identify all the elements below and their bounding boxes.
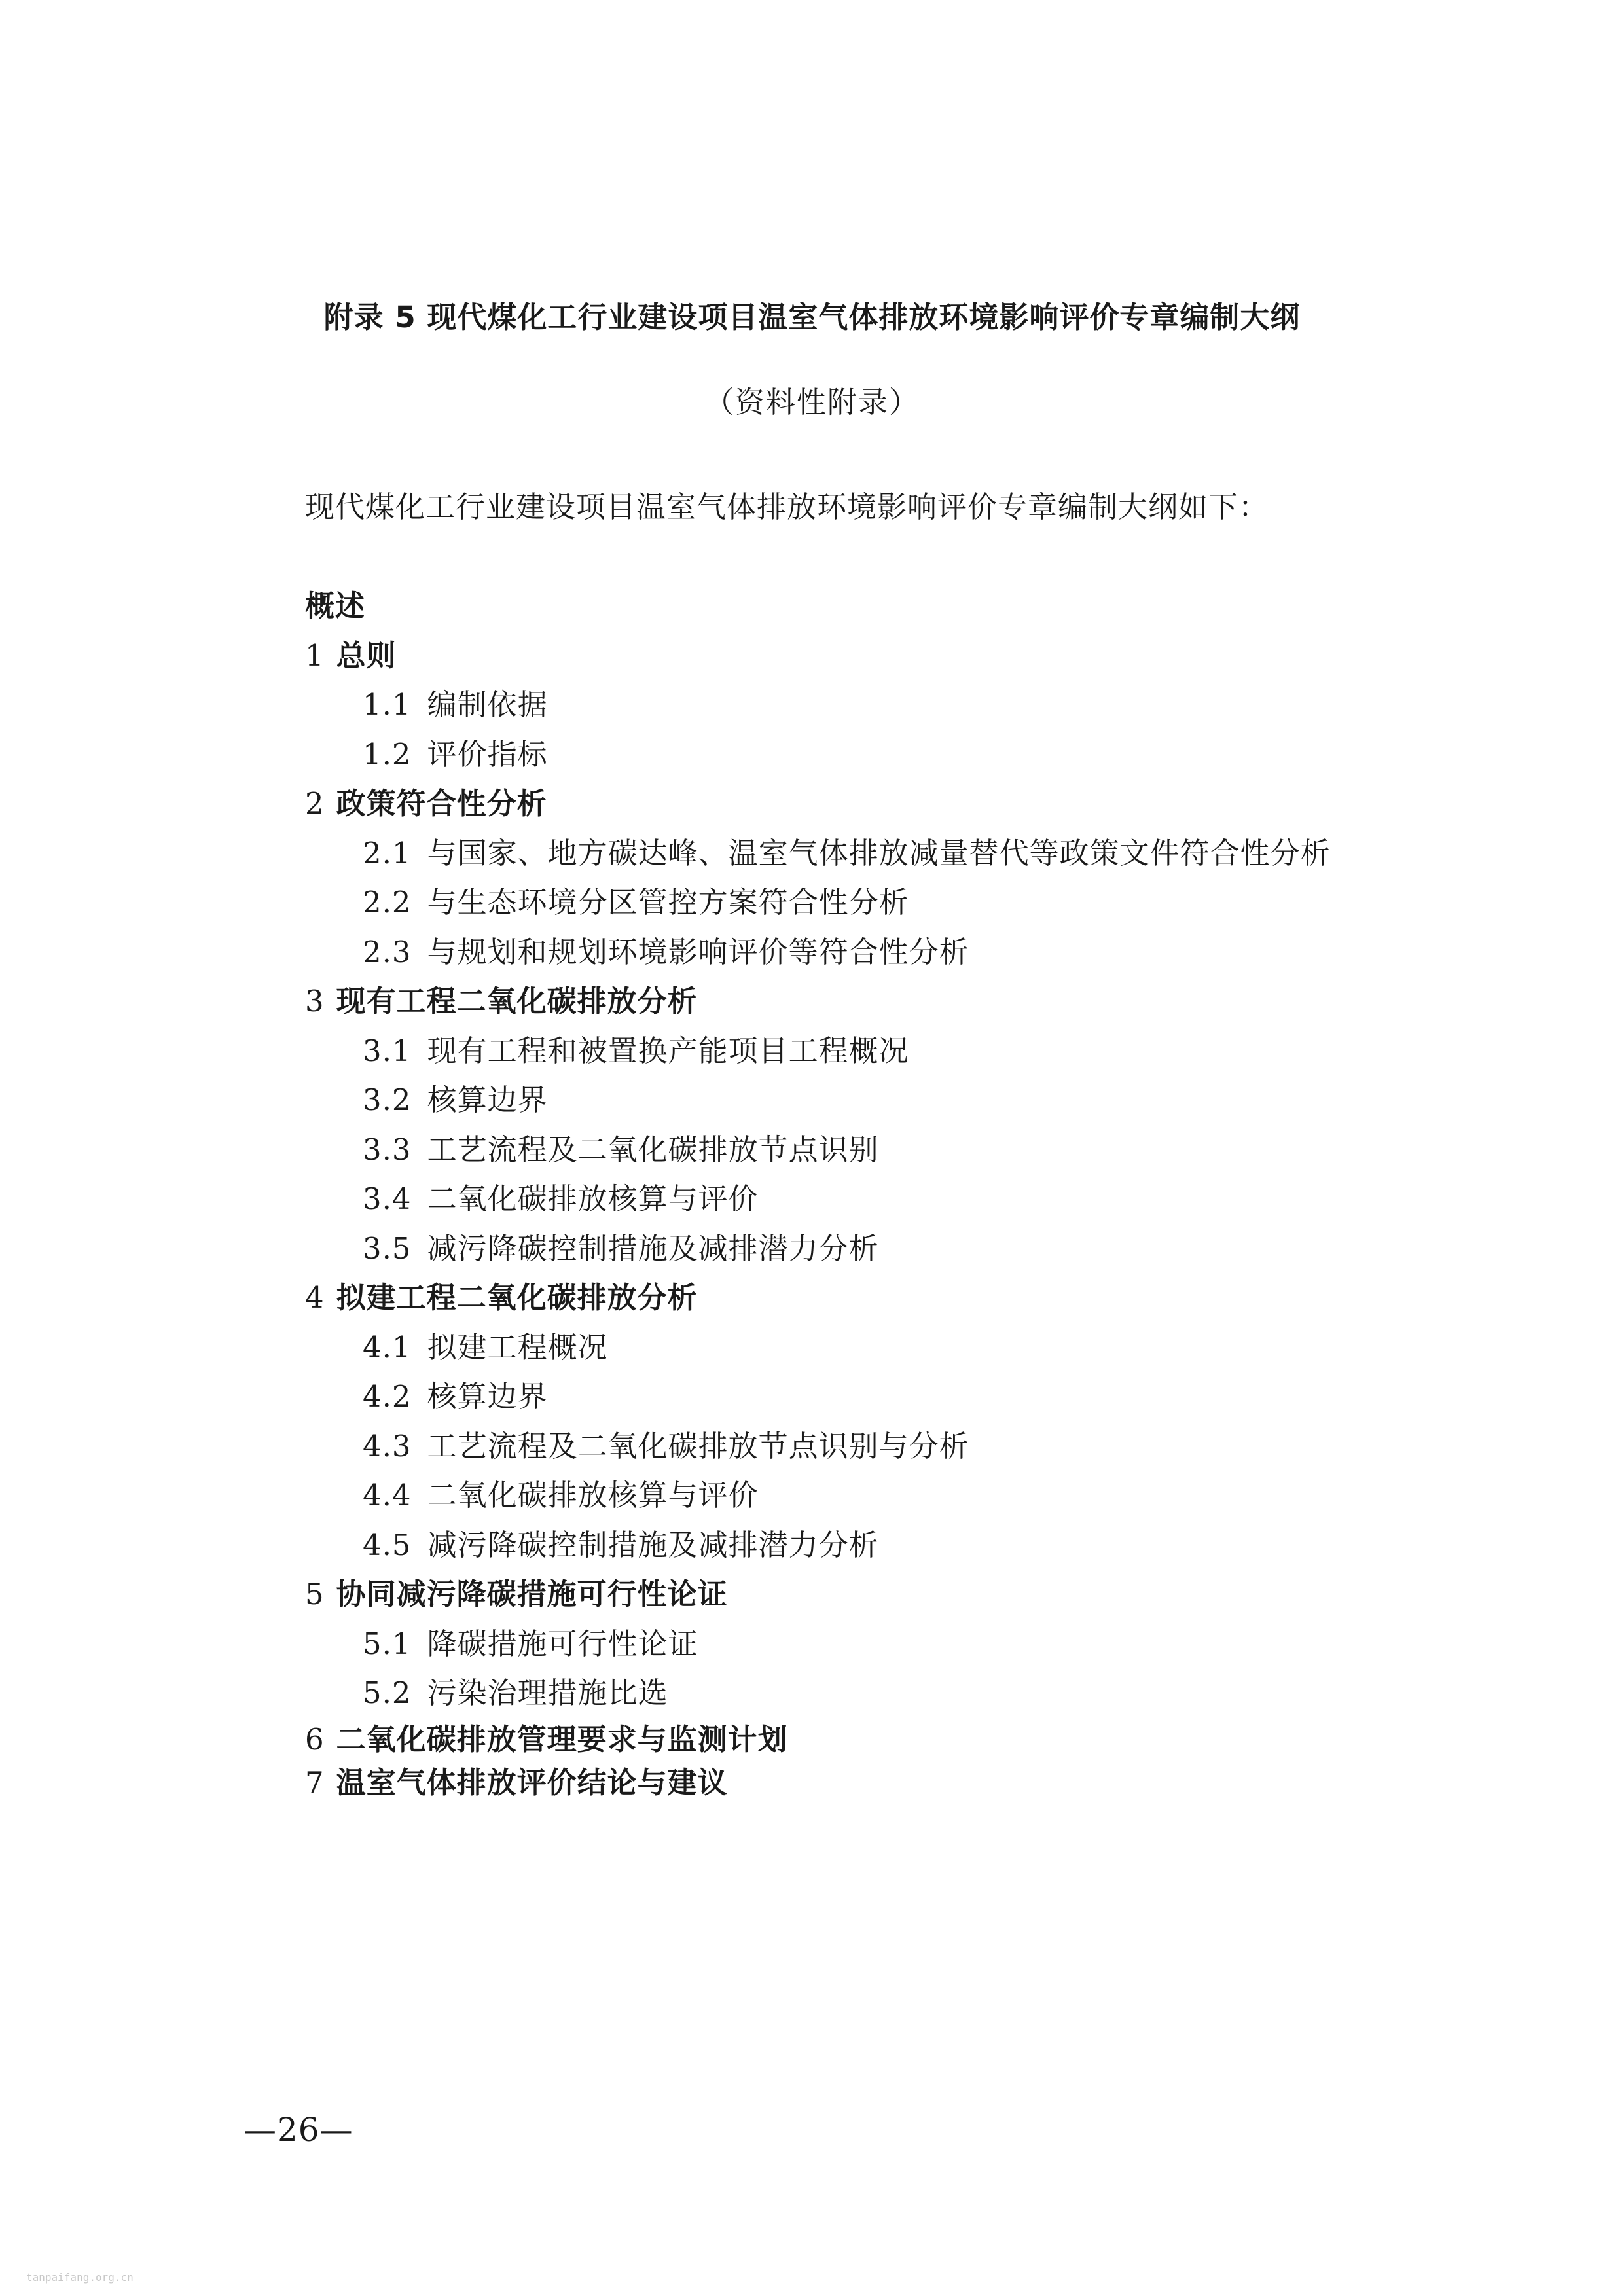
- outline-subitem: [305, 1619, 1483, 1669]
- outline-subitem: [305, 1075, 1483, 1125]
- page-number: —26—: [244, 2111, 353, 2149]
- intro-paragraph: 现代煤化工行业建设项目温室气体排放环境影响评价专章编制大纲如下：: [305, 490, 1269, 524]
- outline-number: 2.1: [363, 835, 412, 870]
- outline-number: 1.1: [363, 687, 412, 722]
- outline-text: 核算边界: [427, 1379, 548, 1414]
- outline-number: 1: [305, 637, 325, 673]
- outline-number: 3.2: [363, 1083, 412, 1117]
- outline-number: 3.1: [363, 1033, 412, 1068]
- outline-number: 4: [305, 1280, 325, 1315]
- outline-text: 拟建工程概况: [427, 1329, 608, 1365]
- outline-text: 污染治理措施比选: [427, 1676, 668, 1710]
- outline-number: 6: [305, 1721, 325, 1757]
- outline-number: 5: [305, 1577, 325, 1611]
- outline-subitem: [305, 730, 1483, 780]
- outline-number: 2: [305, 786, 325, 821]
- outline-text: 二氧化碳排放核算与评价: [427, 1181, 759, 1216]
- outline-heading: [305, 581, 1483, 631]
- outline-number: 2.3: [363, 934, 412, 969]
- outline-number: 5.2: [363, 1676, 412, 1710]
- outline-text: 二氧化碳排放管理要求与监测计划: [336, 1721, 788, 1757]
- outline-number: 4.2: [363, 1379, 412, 1414]
- outline-subitem: [305, 878, 1483, 927]
- outline-text: 现有工程和被置换产能项目工程概况: [427, 1033, 909, 1068]
- outline-subitem: [305, 1323, 1483, 1372]
- outline-text: 政策符合性分析: [336, 786, 547, 821]
- outline-text: 工艺流程及二氧化碳排放节点识别: [427, 1132, 879, 1167]
- outline-text: 减污降碳控制措施及减排潜力分析: [427, 1527, 879, 1562]
- outline-text: 编制依据: [427, 687, 548, 722]
- outline-number: 2.2: [363, 885, 412, 920]
- outline-text: 与规划和规划环境影响评价等符合性分析: [427, 934, 969, 969]
- outline-heading: [305, 779, 1483, 829]
- outline-subitem: [305, 829, 1483, 878]
- outline-text: 评价指标: [427, 736, 548, 772]
- outline-number: 3: [305, 984, 325, 1018]
- outline-subitem: [305, 1520, 1483, 1570]
- outline-heading: [305, 1570, 1483, 1619]
- outline-text: 核算边界: [427, 1083, 548, 1117]
- outline-list: [305, 581, 1483, 1804]
- outline-text: 二氧化碳排放核算与评价: [427, 1478, 759, 1513]
- document-title: 附录 5 现代煤化工行业建设项目温室气体排放环境影响评价专章编制大纲: [323, 300, 1301, 334]
- outline-number: 5.1: [363, 1626, 412, 1661]
- outline-number: 3.4: [363, 1181, 412, 1216]
- outline-subitem: [305, 1174, 1483, 1224]
- outline-subitem: [305, 1668, 1483, 1718]
- outline-heading: [305, 1718, 1483, 1761]
- document-subtitle: （资料性附录）: [704, 385, 920, 420]
- outline-subitem: [305, 1471, 1483, 1520]
- outline-number: 7: [305, 1765, 325, 1800]
- outline-text: 减污降碳控制措施及减排潜力分析: [427, 1230, 879, 1266]
- outline-subitem: [305, 1125, 1483, 1175]
- outline-heading: [305, 977, 1483, 1026]
- outline-text: 概述: [305, 588, 366, 623]
- outline-subitem: [305, 680, 1483, 730]
- outline-text: 拟建工程二氧化碳排放分析: [336, 1280, 698, 1315]
- outline-text: 降碳措施可行性论证: [427, 1626, 698, 1661]
- outline-heading: [305, 1761, 1483, 1804]
- outline-number: 4.5: [363, 1527, 412, 1562]
- outline-text: 工艺流程及二氧化碳排放节点识别与分析: [427, 1428, 969, 1463]
- outline-text: 协同减污降碳措施可行性论证: [336, 1577, 728, 1611]
- outline-text: 总则: [336, 637, 397, 673]
- outline-text: 与国家、地方碳达峰、温室气体排放减量替代等政策文件符合性分析: [427, 835, 1331, 870]
- outline-text: 温室气体排放评价结论与建议: [336, 1765, 728, 1800]
- outline-number: 3.5: [363, 1230, 412, 1266]
- outline-number: 1.2: [363, 736, 412, 772]
- outline-number: 4.4: [363, 1478, 412, 1513]
- outline-subitem: [305, 1372, 1483, 1422]
- outline-text: 现有工程二氧化碳排放分析: [336, 984, 698, 1018]
- outline-number: 4.3: [363, 1428, 412, 1463]
- outline-subitem: [305, 1422, 1483, 1471]
- outline-number: 4.1: [363, 1329, 412, 1365]
- outline-text: 与生态环境分区管控方案符合性分析: [427, 885, 909, 920]
- watermark-text: tanpaifang.org.cn: [26, 2271, 134, 2284]
- outline-subitem: [305, 1026, 1483, 1076]
- outline-number: 3.3: [363, 1132, 412, 1167]
- outline-heading: [305, 631, 1483, 681]
- outline-subitem: [305, 927, 1483, 977]
- outline-heading: [305, 1273, 1483, 1323]
- outline-subitem: [305, 1224, 1483, 1274]
